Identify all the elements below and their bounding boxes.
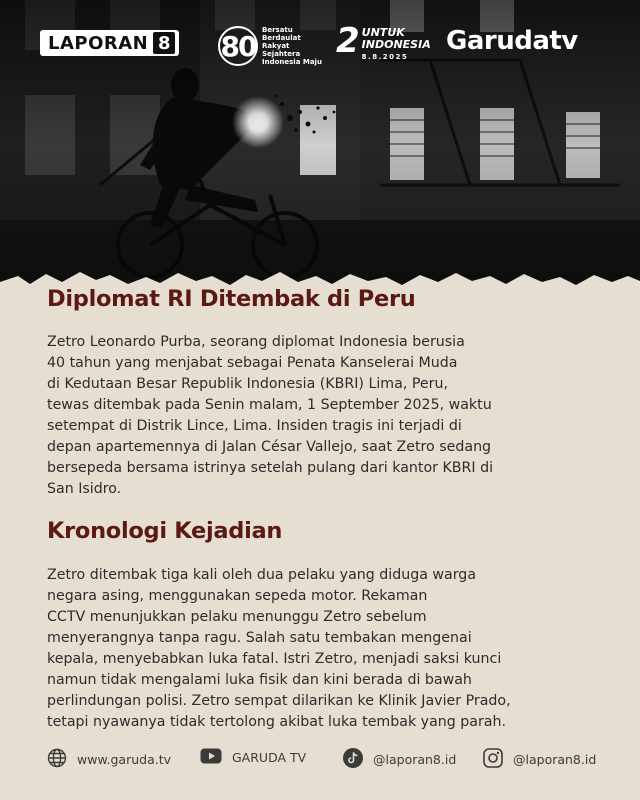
intro-line: San Isidro. <box>47 481 122 497</box>
website-link[interactable] <box>47 748 171 771</box>
chronology-line: CCTV menunjukkan pelaku menunggu Zetro sebelum <box>47 609 427 625</box>
laporan-logo-number: 8 <box>153 32 175 54</box>
instagram-text: @laporan8.id <box>513 752 597 767</box>
youtube-text: GARUDA TV <box>232 750 307 765</box>
intro-line: Zetro Leonardo Purba, seorang diplomat Indonesia berusia <box>47 334 465 350</box>
intro-line: bersepeda bersama istrinya setelah pulang dari kantor KBRI di <box>47 460 494 476</box>
anniversary-tagline: Bersatu Berdaulat Rakyat Sejahtera Indonesia Maju <box>262 26 322 66</box>
intro-line: 40 tahun yang menjabat sebagai Penata Kanselerai Muda <box>47 355 458 371</box>
campaign-date: 8.8.2025 <box>361 53 409 61</box>
chronology-line: Zetro ditembak tiga kali oleh dua pelaku yang diduga warga <box>47 567 477 583</box>
anniversary-number: 80 <box>218 26 258 66</box>
tiktok-link[interactable] <box>343 748 456 771</box>
youtube-icon <box>200 748 222 767</box>
chronology-line: menyerangnya tanpa ragu. Salah satu tembakan mengenai <box>47 630 472 646</box>
hero-illustration <box>0 0 640 290</box>
article-title: Diplomat RI Ditembak di Peru <box>47 286 416 312</box>
tiktok-icon <box>343 748 363 771</box>
campaign-line2: INDONESIA <box>361 38 431 51</box>
intro-paragraph <box>47 332 493 500</box>
website-text: www.garuda.tv <box>77 752 172 767</box>
laporan8-logo <box>40 30 179 56</box>
untuk-indonesia-logo <box>336 21 431 61</box>
chronology-line: namun tidak mengalami luka fisik dan kini berada di bawah <box>47 672 472 688</box>
intro-line: tewas ditembak pada Senin malam, 1 September 2025, waktu <box>47 397 492 413</box>
instagram-link[interactable] <box>483 748 596 771</box>
youtube-link[interactable] <box>200 748 306 767</box>
chronology-line: perlindungan polisi. Zetro sempat dilarikan ke Klinik Javier Prado, <box>47 693 511 709</box>
chronology-line: tetapi nyawanya tidak tertolong akibat luka tembak yang parah. <box>47 714 506 730</box>
chronology-paragraph <box>47 565 511 733</box>
globe-icon <box>47 748 67 771</box>
tiktok-text: @laporan8.id <box>373 752 457 767</box>
chronology-line: kepala, menyebabkan luka fatal. Istri Zetro, menjadi saksi kunci <box>47 651 502 667</box>
intro-line: depan apartemennya di Jalan César Vallejo, saat Zetro sedang <box>47 439 492 455</box>
anniversary-80-logo <box>218 26 328 66</box>
campaign-number: 2 <box>336 21 360 61</box>
laporan-logo-text: LAPORAN <box>48 32 149 54</box>
section-title: Kronologi Kejadian <box>47 518 283 544</box>
campaign-line1: UNTUK <box>361 26 405 39</box>
instagram-icon <box>483 748 503 771</box>
garudatv-logo-text: Garudatv <box>446 26 578 56</box>
social-footer <box>0 740 640 776</box>
intro-line: di Kedutaan Besar Republik Indonesia (KBRI) Lima, Peru, <box>47 376 448 392</box>
chronology-line: negara asing, menggunakan sepeda motor. Rekaman <box>47 588 428 604</box>
garudatv-logo <box>446 26 578 56</box>
intro-line: setempat di Distrik Lince, Lima. Insiden tragis ini terjadi di <box>47 418 462 434</box>
